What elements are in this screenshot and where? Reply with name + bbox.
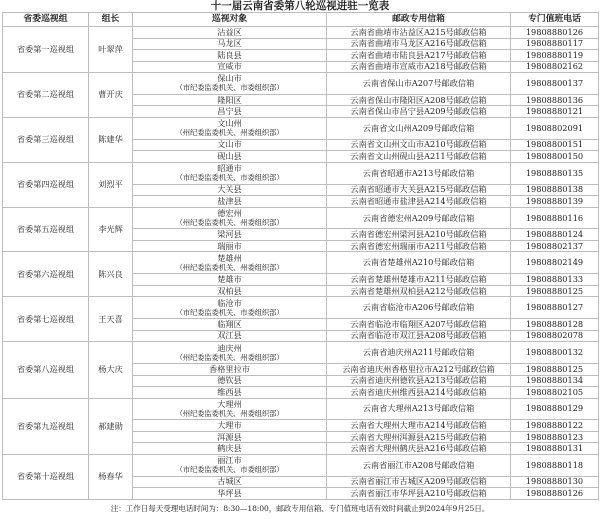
- table-row: [3, 162, 599, 184]
- phone-cell: 19808802162: [511, 61, 599, 73]
- group-name-cell: 省委第八巡视组: [3, 342, 89, 398]
- target-cell: [133, 364, 327, 376]
- target-cell: [133, 443, 327, 455]
- mailbox-cell: 云南省大理州A213号邮政信箱: [327, 398, 511, 420]
- target-name: 瑞丽市: [217, 240, 242, 251]
- table-row: [3, 207, 599, 229]
- phone-cell: 19808880123: [511, 431, 599, 443]
- target-name: 香格里拉市: [209, 363, 250, 374]
- mailbox-cell: 云南省楚雄州楚雄市A211号邮政信箱: [327, 274, 511, 286]
- leader-cell: 杨大庆: [89, 342, 133, 398]
- target-cell: [133, 38, 327, 50]
- target-name: 昭通市: [217, 163, 242, 174]
- target-cell: [133, 184, 327, 196]
- target-name: 鹤庆县: [217, 443, 242, 454]
- target-subtitle: （州纪委监委机关、州委组织部）: [175, 218, 284, 227]
- target-name: 砚山县: [217, 150, 242, 161]
- phone-cell: 19808880138: [511, 184, 599, 196]
- page-title: 十一届云南省委第八轮巡视进驻一览表: [210, 0, 390, 12]
- target-name: 大关县: [217, 184, 242, 195]
- table-body: [3, 27, 599, 500]
- target-cell: [133, 61, 327, 73]
- target-cell: [133, 73, 327, 95]
- leader-cell: 杨春华: [89, 454, 133, 499]
- target-name: 维西县: [217, 386, 242, 397]
- target-cell: [133, 476, 327, 488]
- leader-cell: 曹开庆: [89, 73, 133, 118]
- table-row: [3, 117, 599, 139]
- mailbox-cell: 云南省丽江市A208号邮政信箱: [327, 454, 511, 476]
- target-cell: [133, 454, 327, 476]
- target-name: 楚雄市: [217, 274, 242, 285]
- target-name: 沾益区: [217, 26, 242, 37]
- phone-cell: 19808880130: [511, 476, 599, 488]
- leader-cell: 叶翠萍: [89, 27, 133, 73]
- target-name: 德宏州: [217, 208, 242, 218]
- target-name: 宣威市: [217, 61, 242, 72]
- phone-cell: 19808880119: [511, 50, 599, 62]
- header-phone: 专门值班电话: [511, 13, 599, 27]
- phone-cell: 19808880135: [511, 162, 599, 184]
- target-cell: [133, 319, 327, 331]
- target-cell: [133, 151, 327, 163]
- leader-cell: 李光辉: [89, 207, 133, 252]
- phone-cell: 19808800132: [511, 342, 599, 364]
- phone-cell: 19808880117: [511, 38, 599, 50]
- target-subtitle: （州纪委监委机关、州委组织部）: [175, 128, 284, 138]
- target-name: 文山州: [217, 118, 242, 129]
- leader-cell: 陈兴良: [89, 252, 133, 297]
- mailbox-cell: 云南省大理州鹤庆县A216号邮政信箱: [327, 443, 511, 455]
- group-name-cell: 省委第二巡视组: [3, 73, 89, 118]
- mailbox-cell: 云南省楚雄州双柏县A212号邮政信箱: [327, 285, 511, 297]
- phone-cell: 19808880133: [511, 274, 599, 286]
- phone-cell: 19808880139: [511, 196, 599, 208]
- mailbox-cell: 云南省文山州文山市A210号邮政信箱: [327, 139, 511, 151]
- phone-cell: 19808880134: [511, 375, 599, 387]
- phone-cell: 19808800150: [511, 151, 599, 163]
- phone-cell: 19808880136: [511, 94, 599, 106]
- header-row: [3, 13, 599, 27]
- target-cell: [133, 387, 327, 399]
- target-name: 大理市: [217, 420, 242, 431]
- target-name: 双江县: [217, 330, 242, 341]
- group-name-cell: 省委第九巡视组: [3, 398, 89, 454]
- target-cell: [133, 196, 327, 208]
- target-name: 文山市: [217, 139, 242, 150]
- mailbox-cell: 云南省曲靖市沾益区A215号邮政信箱: [327, 27, 511, 39]
- target-name: 保山市: [217, 73, 242, 84]
- target-cell: [133, 431, 327, 443]
- header-target: 巡视对象: [133, 13, 327, 27]
- phone-cell: 19808880131: [511, 443, 599, 455]
- target-subtitle: （市纪委监委机关、市委组织部）: [175, 307, 284, 317]
- group-name-cell: 省委第三巡视组: [3, 117, 89, 162]
- target-subtitle: （州纪委监委机关、州委组织部）: [175, 408, 284, 418]
- target-cell: [133, 240, 327, 252]
- target-name: 双柏县: [217, 285, 242, 296]
- mailbox-cell: 云南省大理州洱源县A215号邮政信箱: [327, 431, 511, 443]
- mailbox-cell: 云南省临沧市临翔区A207号邮政信箱: [327, 319, 511, 331]
- phone-cell: 19808880127: [511, 297, 599, 319]
- target-name: 丽江市: [217, 455, 242, 466]
- mailbox-cell: 云南省临沧市双江县A208号邮政信箱: [327, 330, 511, 342]
- target-subtitle: （市纪委监委机关、市委组织部）: [175, 83, 284, 93]
- leader-cell: 刘烈平: [89, 162, 133, 207]
- phone-cell: 19808802078: [511, 330, 599, 342]
- target-name: 迪庆州: [217, 342, 242, 353]
- group-name-cell: 省委第六巡视组: [3, 252, 89, 297]
- inspection-table: [2, 12, 599, 500]
- phone-cell: 19808802137: [511, 240, 599, 252]
- target-cell: [133, 285, 327, 297]
- leader-cell: 郝建勋: [89, 398, 133, 454]
- target-subtitle: （州纪委监委机关、州委组织部）: [175, 352, 284, 362]
- group-name-cell: 省委第四巡视组: [3, 162, 89, 207]
- mailbox-cell: 云南省保山市昌宁县A209号邮政信箱: [327, 106, 511, 118]
- mailbox-cell: 云南省保山市A207号邮政信箱: [327, 73, 511, 95]
- mailbox-cell: 云南省丽江市古城区A209号邮政信箱: [327, 476, 511, 488]
- phone-cell: 19808880126: [511, 488, 599, 500]
- phone-cell: 19808880125: [511, 285, 599, 297]
- mailbox-cell: 云南省丽江市华坪县A210号邮政信箱: [327, 488, 511, 500]
- target-name: 昌宁县: [217, 106, 242, 117]
- mailbox-cell: 云南省楚雄州A210号邮政信箱: [327, 252, 511, 274]
- target-cell: [133, 27, 327, 39]
- mailbox-cell: 云南省迪庆州德钦县A213号邮政信箱: [327, 375, 511, 387]
- phone-cell: 19808880128: [511, 319, 599, 331]
- footnote: 注：工作日每天受理电话时间为：8:30—18:00，邮政专用信箱、专门值班电话有效时间截止到2024年9月25日。: [110, 504, 490, 513]
- phone-cell: 19808880126: [511, 27, 599, 39]
- table-row: [3, 73, 599, 95]
- target-cell: [133, 207, 327, 229]
- table-row: [3, 398, 599, 420]
- mailbox-cell: 云南省德宏州A209号邮政信箱: [327, 207, 511, 229]
- mailbox-cell: 云南省昭通市A213号邮政信箱: [327, 162, 511, 184]
- target-name: 德钦县: [217, 375, 242, 386]
- target-cell: [133, 117, 327, 139]
- phone-cell: 19808802149: [511, 252, 599, 274]
- target-cell: [133, 94, 327, 106]
- group-name-cell: 省委第十巡视组: [3, 454, 89, 499]
- mailbox-cell: 云南省曲靖市马龙区A216号邮政信箱: [327, 38, 511, 50]
- phone-cell: 19808800151: [511, 139, 599, 151]
- mailbox-cell: 云南省临沧市A206号邮政信箱: [327, 297, 511, 319]
- phone-cell: 19808880118: [511, 454, 599, 476]
- mailbox-cell: 云南省大理州大理市A214号邮政信箱: [327, 420, 511, 432]
- target-cell: [133, 106, 327, 118]
- target-cell: [133, 229, 327, 241]
- leader-cell: 王天喜: [89, 297, 133, 342]
- phone-cell: 19808880125: [511, 364, 599, 376]
- target-cell: [133, 420, 327, 432]
- target-subtitle: （市纪委监委机关、市委组织部）: [175, 465, 284, 475]
- target-name: 洱源县: [217, 431, 242, 442]
- target-name: 楚雄州: [217, 252, 242, 263]
- target-subtitle: （市纪委监委机关、市委组织部）: [175, 173, 284, 183]
- header-group: 省委巡视组: [3, 13, 89, 27]
- target-name: 临翔区: [217, 318, 242, 329]
- mailbox-cell: 云南省迪庆州A211号邮政信箱: [327, 342, 511, 364]
- table-row: [3, 342, 599, 364]
- target-cell: [133, 342, 327, 364]
- target-cell: [133, 252, 327, 274]
- target-name: 古城区: [217, 476, 242, 487]
- target-cell: [133, 162, 327, 184]
- phone-cell: 19808880116: [511, 207, 599, 229]
- target-name: 梁河县: [217, 229, 242, 240]
- mailbox-cell: 云南省曲靖市宣威市A218号邮政信箱: [327, 61, 511, 73]
- phone-cell: 19808880121: [511, 106, 599, 118]
- target-cell: [133, 330, 327, 342]
- table-row: [3, 454, 599, 476]
- target-name: 盐津县: [217, 195, 242, 206]
- mailbox-cell: 云南省昭通市盐津县A214号邮政信箱: [327, 196, 511, 208]
- group-name-cell: 省委第一巡视组: [3, 27, 89, 73]
- mailbox-cell: 云南省昭通市大关县A215号邮政信箱: [327, 184, 511, 196]
- target-cell: [133, 139, 327, 151]
- target-cell: [133, 274, 327, 286]
- mailbox-cell: 云南省迪庆州香格里拉市A212号邮政信箱: [327, 364, 511, 376]
- mailbox-cell: 云南省迪庆州维西县A214号邮政信箱: [327, 387, 511, 399]
- group-name-cell: 省委第七巡视组: [3, 297, 89, 342]
- target-name: 马龙区: [217, 38, 242, 49]
- mailbox-cell: 云南省文山州A209号邮政信箱: [327, 117, 511, 139]
- group-name-cell: 省委第五巡视组: [3, 207, 89, 252]
- phone-cell: 19808880124: [511, 229, 599, 241]
- target-name: 陆良县: [217, 49, 242, 60]
- table-row: [3, 252, 599, 274]
- target-cell: [133, 398, 327, 420]
- phone-cell: 19808880122: [511, 420, 599, 432]
- mailbox-cell: 云南省德宏州瑞丽市A211号邮政信箱: [327, 240, 511, 252]
- header-leader: 组长: [89, 13, 133, 27]
- mailbox-cell: 云南省曲靖市陆良县A217号邮政信箱: [327, 50, 511, 62]
- phone-cell: 19808800137: [511, 73, 599, 95]
- target-cell: [133, 375, 327, 387]
- table-row: [3, 27, 599, 39]
- phone-cell: 19808880129: [511, 398, 599, 420]
- target-cell: [133, 297, 327, 319]
- phone-cell: 19808802091: [511, 117, 599, 139]
- target-subtitle: （州纪委监委机关、州委组织部）: [175, 262, 284, 272]
- mailbox-cell: 云南省文山州砚山县A211号邮政信箱: [327, 151, 511, 163]
- target-cell: [133, 488, 327, 500]
- target-name: 隆阳区: [217, 94, 242, 105]
- mailbox-cell: 云南省德宏州梁河县A210号邮政信箱: [327, 229, 511, 241]
- target-name: 华坪县: [217, 488, 242, 499]
- leader-cell: 陈建华: [89, 117, 133, 162]
- target-name: 大理州: [217, 398, 242, 409]
- phone-cell: 19808802105: [511, 387, 599, 399]
- table-row: [3, 297, 599, 319]
- mailbox-cell: 云南省保山市隆阳区A208号邮政信箱: [327, 94, 511, 106]
- target-cell: [133, 50, 327, 62]
- target-name: 临沧市: [217, 297, 242, 308]
- header-mailbox: 邮政专用信箱: [327, 13, 511, 27]
